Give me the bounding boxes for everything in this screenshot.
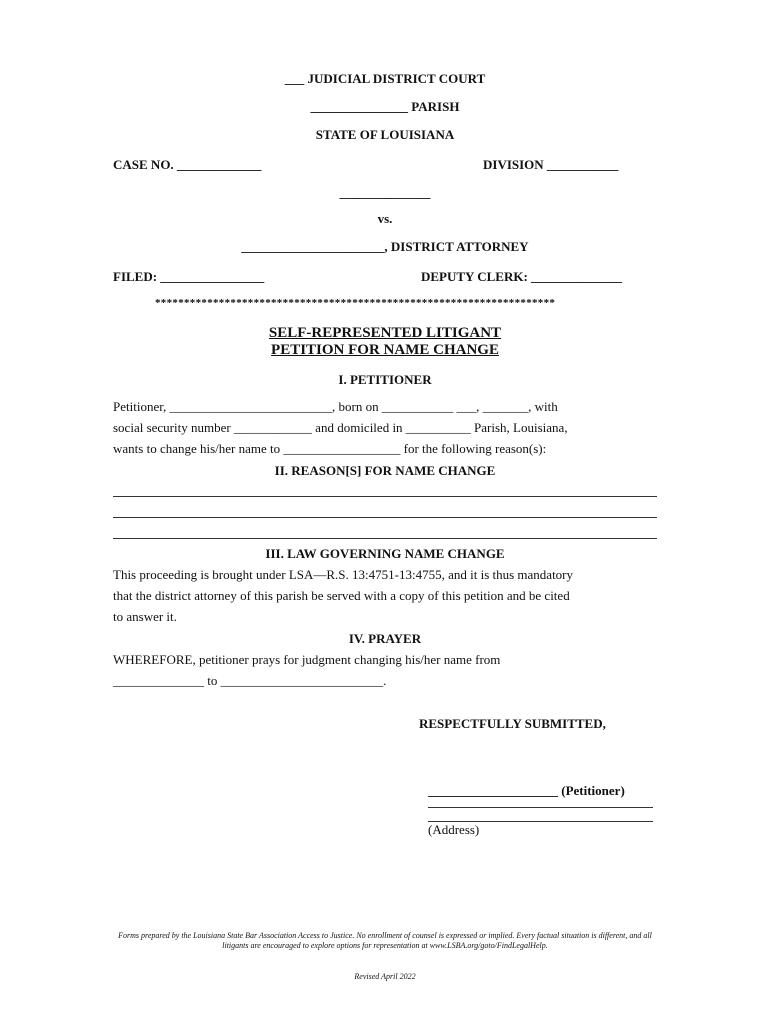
revision-date: Revised April 2022 (354, 972, 416, 981)
document-title-line1: SELF-REPRESENTED LITIGANT (268, 325, 502, 341)
versus-label: vs. (377, 211, 393, 226)
petitioner-paragraph-line3: wants to change his/her name to __________________ for the following reason(s): (113, 441, 547, 456)
document-title-line2: PETITION FOR NAME CHANGE (271, 342, 499, 358)
prayer-paragraph-line1: WHEREFORE, petitioner prays for judgment changing his/her name from (113, 652, 501, 667)
address-line-1 (428, 807, 653, 808)
petitioner-signature-line: ____________________ (Petitioner) (428, 783, 625, 798)
respectfully-submitted: RESPECTFULLY SUBMITTED, (419, 716, 606, 731)
state-line: STATE OF LOUISIANA (315, 127, 455, 142)
district-attorney-line: ______________________, DISTRICT ATTORNEY (241, 239, 529, 254)
law-paragraph-line1: This proceeding is brought under LSA—R.S. 13:4751-13:4755, and it is thus mandatory (113, 567, 574, 582)
law-paragraph-line3: to answer it. (113, 609, 177, 624)
case-number-field: CASE NO. _____________ (113, 157, 262, 172)
section-prayer-heading: IV. PRAYER (348, 631, 422, 646)
law-paragraph-line2: that the district attorney of this parish be served with a copy of this petition and be cited (113, 588, 570, 603)
reason-line-1 (113, 496, 657, 497)
reason-line-3 (113, 538, 657, 539)
petitioner-paragraph-line1: Petitioner, _________________________, born on ___________ ___, _______, with (113, 399, 558, 414)
parish-line: _______________ PARISH (310, 99, 460, 114)
prayer-paragraph-line2: ______________ to _________________________. (113, 673, 387, 688)
section-reasons-heading: II. REASON[S] FOR NAME CHANGE (274, 463, 496, 478)
deputy-clerk-field: DEPUTY CLERK: ______________ (421, 269, 623, 284)
court-name: ___ JUDICIAL DISTRICT COURT (284, 71, 486, 86)
section-law-heading: III. LAW GOVERNING NAME CHANGE (265, 546, 505, 561)
address-label: (Address) (428, 822, 480, 837)
filed-field: FILED: ________________ (113, 269, 265, 284)
section-petitioner-heading: I. PETITIONER (338, 372, 432, 387)
separator-stars: ********************************************************************* (155, 297, 556, 309)
petitioner-paragraph-line2: social security number ____________ and domiciled in __________ Parish, Louisiana, (113, 420, 568, 435)
division-field: DIVISION ___________ (483, 157, 619, 172)
petitioner-name-blank: ______________ (339, 185, 431, 200)
reason-line-2 (113, 517, 657, 518)
footer-disclaimer: Forms prepared by the Louisiana State Bar Association Access to Justice. No enrollment of counsel is expressed or implied. Every factual situation is different, and all litigants are encouraged to explore options for representation at www.LSBA.org/goto/FindLegalHelp. (118, 931, 652, 950)
